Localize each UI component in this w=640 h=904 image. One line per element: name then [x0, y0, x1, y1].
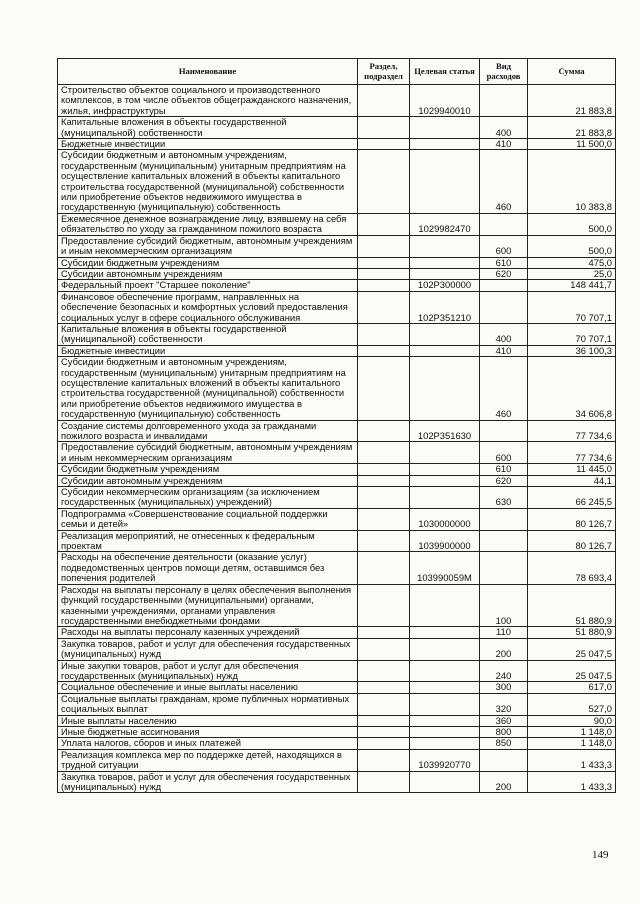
- cell-expense-type: 460: [480, 357, 528, 420]
- cell-name: Субсидии бюджетным учреждениям: [58, 257, 358, 268]
- cell-section: [358, 552, 410, 584]
- table-row: [58, 749, 616, 771]
- cell-target: 1029982470: [410, 213, 480, 235]
- cell-section: [358, 291, 410, 323]
- cell-amount: 21 883,8: [528, 85, 616, 117]
- cell-name: Субсидии бюджетным и автономным учреждениям, государственным (муниципальным) унитарным предприятиям на осуществление капитальных вложений в объекты капитального строительства государственной (муниципальной) собственности или приобретение объектов недвижимого имущества в государственную (муниципальную) собственность: [58, 150, 358, 213]
- table-row: [58, 715, 616, 726]
- cell-name: Социальное обеспечение и иные выплаты населению: [58, 682, 358, 693]
- cell-amount: 11 500,0: [528, 139, 616, 150]
- cell-name: Финансовое обеспечение программ, направленных на обеспечение безопасных и комфортных условий предоставления социальных услуг в сфере социального обслуживания: [58, 291, 358, 323]
- cell-name: Закупка товаров, работ и услуг для обеспечения государственных (муниципальных) нужд: [58, 638, 358, 660]
- cell-amount: 34 606,8: [528, 357, 616, 420]
- cell-name: Иные выплаты населению: [58, 715, 358, 726]
- cell-expense-type: 850: [480, 738, 528, 749]
- cell-section: [358, 420, 410, 442]
- cell-target: [410, 693, 480, 715]
- cell-amount: 1 148,0: [528, 726, 616, 737]
- cell-name: Субсидии автономным учреждениям: [58, 475, 358, 486]
- cell-amount: 66 245,5: [528, 487, 616, 509]
- cell-amount: 70 707,1: [528, 323, 616, 345]
- cell-amount: 80 126,7: [528, 508, 616, 530]
- cell-section: [358, 280, 410, 291]
- cell-amount: 475,0: [528, 257, 616, 268]
- cell-amount: 80 126,7: [528, 530, 616, 552]
- cell-name: Субсидии автономным учреждениям: [58, 268, 358, 279]
- table-row: [58, 139, 616, 150]
- cell-section: [358, 323, 410, 345]
- cell-amount: 44,1: [528, 475, 616, 486]
- cell-target: 1030000000: [410, 508, 480, 530]
- header-section: Раздел, подраздел: [358, 59, 410, 85]
- cell-target: [410, 323, 480, 345]
- cell-expense-type: 200: [480, 771, 528, 793]
- cell-section: [358, 150, 410, 213]
- cell-name: Уплата налогов, сборов и иных платежей: [58, 738, 358, 749]
- cell-amount: 25 047,5: [528, 638, 616, 660]
- cell-section: [358, 117, 410, 139]
- cell-section: [358, 638, 410, 660]
- cell-amount: 148 441,7: [528, 280, 616, 291]
- table-row: [58, 268, 616, 279]
- cell-section: [358, 257, 410, 268]
- table-row: [58, 213, 616, 235]
- table-row: [58, 257, 616, 268]
- cell-expense-type: [480, 530, 528, 552]
- cell-name: Социальные выплаты гражданам, кроме публичных нормативных социальных выплат: [58, 693, 358, 715]
- cell-name: Предоставление субсидий бюджетным, автономным учреждениям и иным некоммерческим организациям: [58, 235, 358, 257]
- table-row: [58, 726, 616, 737]
- cell-target: [410, 660, 480, 682]
- table-row: [58, 345, 616, 356]
- cell-amount: 90,0: [528, 715, 616, 726]
- cell-expense-type: 360: [480, 715, 528, 726]
- cell-section: [358, 475, 410, 486]
- cell-target: [410, 715, 480, 726]
- cell-section: [358, 357, 410, 420]
- cell-expense-type: 410: [480, 345, 528, 356]
- cell-section: [358, 508, 410, 530]
- cell-expense-type: [480, 213, 528, 235]
- cell-section: [358, 213, 410, 235]
- cell-name: Бюджетные инвестиции: [58, 345, 358, 356]
- cell-section: [358, 738, 410, 749]
- cell-name: Закупка товаров, работ и услуг для обеспечения государственных (муниципальных) нужд: [58, 771, 358, 793]
- header-name: Наименование: [58, 59, 358, 85]
- header-expense-type: Вид расходов: [480, 59, 528, 85]
- table-row: [58, 738, 616, 749]
- cell-expense-type: 110: [480, 627, 528, 638]
- cell-target: [410, 475, 480, 486]
- cell-name: Капитальные вложения в объекты государственной (муниципальной) собственности: [58, 323, 358, 345]
- cell-target: [410, 487, 480, 509]
- cell-expense-type: 600: [480, 442, 528, 464]
- table-row: [58, 487, 616, 509]
- cell-amount: 1 148,0: [528, 738, 616, 749]
- table-header-row: [58, 59, 616, 85]
- cell-target: 103990059М: [410, 552, 480, 584]
- table-row: [58, 638, 616, 660]
- cell-amount: 11 445,0: [528, 464, 616, 475]
- cell-section: [358, 487, 410, 509]
- cell-amount: 36 100,3: [528, 345, 616, 356]
- cell-target: [410, 638, 480, 660]
- table-body: [58, 85, 616, 793]
- cell-section: [358, 726, 410, 737]
- table-row: [58, 475, 616, 486]
- cell-section: [358, 85, 410, 117]
- cell-name: Предоставление субсидий бюджетным, автономным учреждениям и иным некоммерческим организациям: [58, 442, 358, 464]
- cell-amount: 51 880,9: [528, 584, 616, 627]
- table-row: [58, 323, 616, 345]
- cell-expense-type: [480, 749, 528, 771]
- cell-section: [358, 235, 410, 257]
- cell-amount: 1 433,3: [528, 771, 616, 793]
- budget-table: [57, 58, 616, 793]
- cell-amount: 617,0: [528, 682, 616, 693]
- table-row: [58, 771, 616, 793]
- cell-name: Иные закупки товаров, работ и услуг для обеспечения государственных (муниципальных) нужд: [58, 660, 358, 682]
- cell-amount: 25 047,5: [528, 660, 616, 682]
- cell-amount: 527,0: [528, 693, 616, 715]
- table-row: [58, 464, 616, 475]
- table-row: [58, 508, 616, 530]
- table-row: [58, 442, 616, 464]
- cell-target: [410, 345, 480, 356]
- cell-name: Создание системы долговременного ухода за гражданами пожилого возраста и инвалидами: [58, 420, 358, 442]
- table-row: [58, 117, 616, 139]
- cell-expense-type: [480, 420, 528, 442]
- cell-section: [358, 682, 410, 693]
- cell-expense-type: [480, 280, 528, 291]
- cell-expense-type: 200: [480, 638, 528, 660]
- cell-amount: 10 383,8: [528, 150, 616, 213]
- cell-target: 1029940010: [410, 85, 480, 117]
- cell-name: Федеральный проект "Старшее поколение": [58, 280, 358, 291]
- cell-name: Субсидии бюджетным учреждениям: [58, 464, 358, 475]
- cell-name: Бюджетные инвестиции: [58, 139, 358, 150]
- cell-expense-type: 100: [480, 584, 528, 627]
- cell-name: Реализация мероприятий, не отнесенных к федеральным проектам: [58, 530, 358, 552]
- cell-target: [410, 257, 480, 268]
- cell-target: [410, 150, 480, 213]
- table-row: [58, 682, 616, 693]
- cell-expense-type: 400: [480, 117, 528, 139]
- table-row: [58, 150, 616, 213]
- cell-target: [410, 117, 480, 139]
- cell-section: [358, 268, 410, 279]
- cell-target: [410, 584, 480, 627]
- cell-expense-type: 630: [480, 487, 528, 509]
- cell-target: [410, 268, 480, 279]
- cell-name: Подпрограмма «Совершенствование социальной поддержки семьи и детей»: [58, 508, 358, 530]
- cell-section: [358, 693, 410, 715]
- cell-expense-type: 610: [480, 257, 528, 268]
- cell-expense-type: [480, 291, 528, 323]
- table-row: [58, 420, 616, 442]
- cell-name: Расходы на выплаты персоналу казенных учреждений: [58, 627, 358, 638]
- cell-expense-type: 320: [480, 693, 528, 715]
- cell-section: [358, 627, 410, 638]
- cell-target: [410, 682, 480, 693]
- table-row: [58, 584, 616, 627]
- cell-target: [410, 235, 480, 257]
- header-amount: Сумма: [528, 59, 616, 85]
- cell-expense-type: [480, 508, 528, 530]
- cell-amount: 78 693,4: [528, 552, 616, 584]
- cell-target: 102Р300000: [410, 280, 480, 291]
- cell-name: Расходы на обеспечение деятельности (оказание услуг) подведомственных центров помощи детям, оставшимся без попечения родителей: [58, 552, 358, 584]
- cell-target: [410, 627, 480, 638]
- cell-section: [358, 139, 410, 150]
- cell-amount: 77 734,6: [528, 420, 616, 442]
- table-row: [58, 693, 616, 715]
- cell-amount: 21 883,8: [528, 117, 616, 139]
- cell-amount: 77 734,6: [528, 442, 616, 464]
- page-number: 149: [592, 849, 609, 861]
- cell-target: 1039920770: [410, 749, 480, 771]
- cell-expense-type: 620: [480, 268, 528, 279]
- table-row: [58, 530, 616, 552]
- cell-expense-type: 600: [480, 235, 528, 257]
- cell-expense-type: 800: [480, 726, 528, 737]
- cell-name: Субсидии некоммерческим организациям (за исключением государственных (муниципальных) учреждений): [58, 487, 358, 509]
- cell-name: Ежемесячное денежное вознаграждение лицу, взявшему на себя обязательство по уходу за гражданином пожилого возраста: [58, 213, 358, 235]
- table-row: [58, 235, 616, 257]
- cell-expense-type: 410: [480, 139, 528, 150]
- cell-expense-type: [480, 85, 528, 117]
- cell-expense-type: [480, 552, 528, 584]
- cell-target: [410, 738, 480, 749]
- cell-section: [358, 749, 410, 771]
- cell-target: 102Р351630: [410, 420, 480, 442]
- cell-expense-type: 620: [480, 475, 528, 486]
- table-row: [58, 552, 616, 584]
- cell-name: Строительство объектов социального и производственного комплексов, в том числе объектов общегражданского назначения, жилья, инфраструктуры: [58, 85, 358, 117]
- cell-section: [358, 345, 410, 356]
- cell-target: [410, 442, 480, 464]
- cell-amount: 500,0: [528, 235, 616, 257]
- table-row: [58, 280, 616, 291]
- cell-expense-type: 240: [480, 660, 528, 682]
- cell-expense-type: 610: [480, 464, 528, 475]
- cell-target: [410, 139, 480, 150]
- cell-section: [358, 584, 410, 627]
- cell-target: [410, 726, 480, 737]
- cell-name: Расходы на выплаты персоналу в целях обеспечения выполнения функций государственными (муниципальными) органами, казенными учреждениями, органами управления государственными внебюджетными фондами: [58, 584, 358, 627]
- cell-name: Капитальные вложения в объекты государственной (муниципальной) собственности: [58, 117, 358, 139]
- table-row: [58, 357, 616, 420]
- cell-target: [410, 357, 480, 420]
- cell-amount: 51 880,9: [528, 627, 616, 638]
- table-row: [58, 291, 616, 323]
- cell-section: [358, 660, 410, 682]
- cell-amount: 1 433,3: [528, 749, 616, 771]
- cell-amount: 70 707,1: [528, 291, 616, 323]
- table-row: [58, 660, 616, 682]
- cell-expense-type: 300: [480, 682, 528, 693]
- cell-section: [358, 464, 410, 475]
- table-row: [58, 627, 616, 638]
- cell-target: [410, 464, 480, 475]
- cell-name: Реализация комплекса мер по поддержке детей, находящихся в трудной ситуации: [58, 749, 358, 771]
- cell-name: Субсидии бюджетным и автономным учреждениям, государственным (муниципальным) унитарным предприятиям на осуществление капитальных вложений в объекты капитального строительства государственной (муниципальной) собственности или приобретение объектов недвижимого имущества в государственную (муниципальную) собственность: [58, 357, 358, 420]
- cell-expense-type: 460: [480, 150, 528, 213]
- cell-amount: 25,0: [528, 268, 616, 279]
- cell-amount: 500,0: [528, 213, 616, 235]
- header-target: Целевая статья: [410, 59, 480, 85]
- cell-target: [410, 771, 480, 793]
- cell-section: [358, 715, 410, 726]
- cell-target: 1039900000: [410, 530, 480, 552]
- cell-section: [358, 442, 410, 464]
- cell-section: [358, 530, 410, 552]
- cell-target: 102Р351210: [410, 291, 480, 323]
- cell-name: Иные бюджетные ассигнования: [58, 726, 358, 737]
- cell-expense-type: 400: [480, 323, 528, 345]
- table-row: [58, 85, 616, 117]
- cell-section: [358, 771, 410, 793]
